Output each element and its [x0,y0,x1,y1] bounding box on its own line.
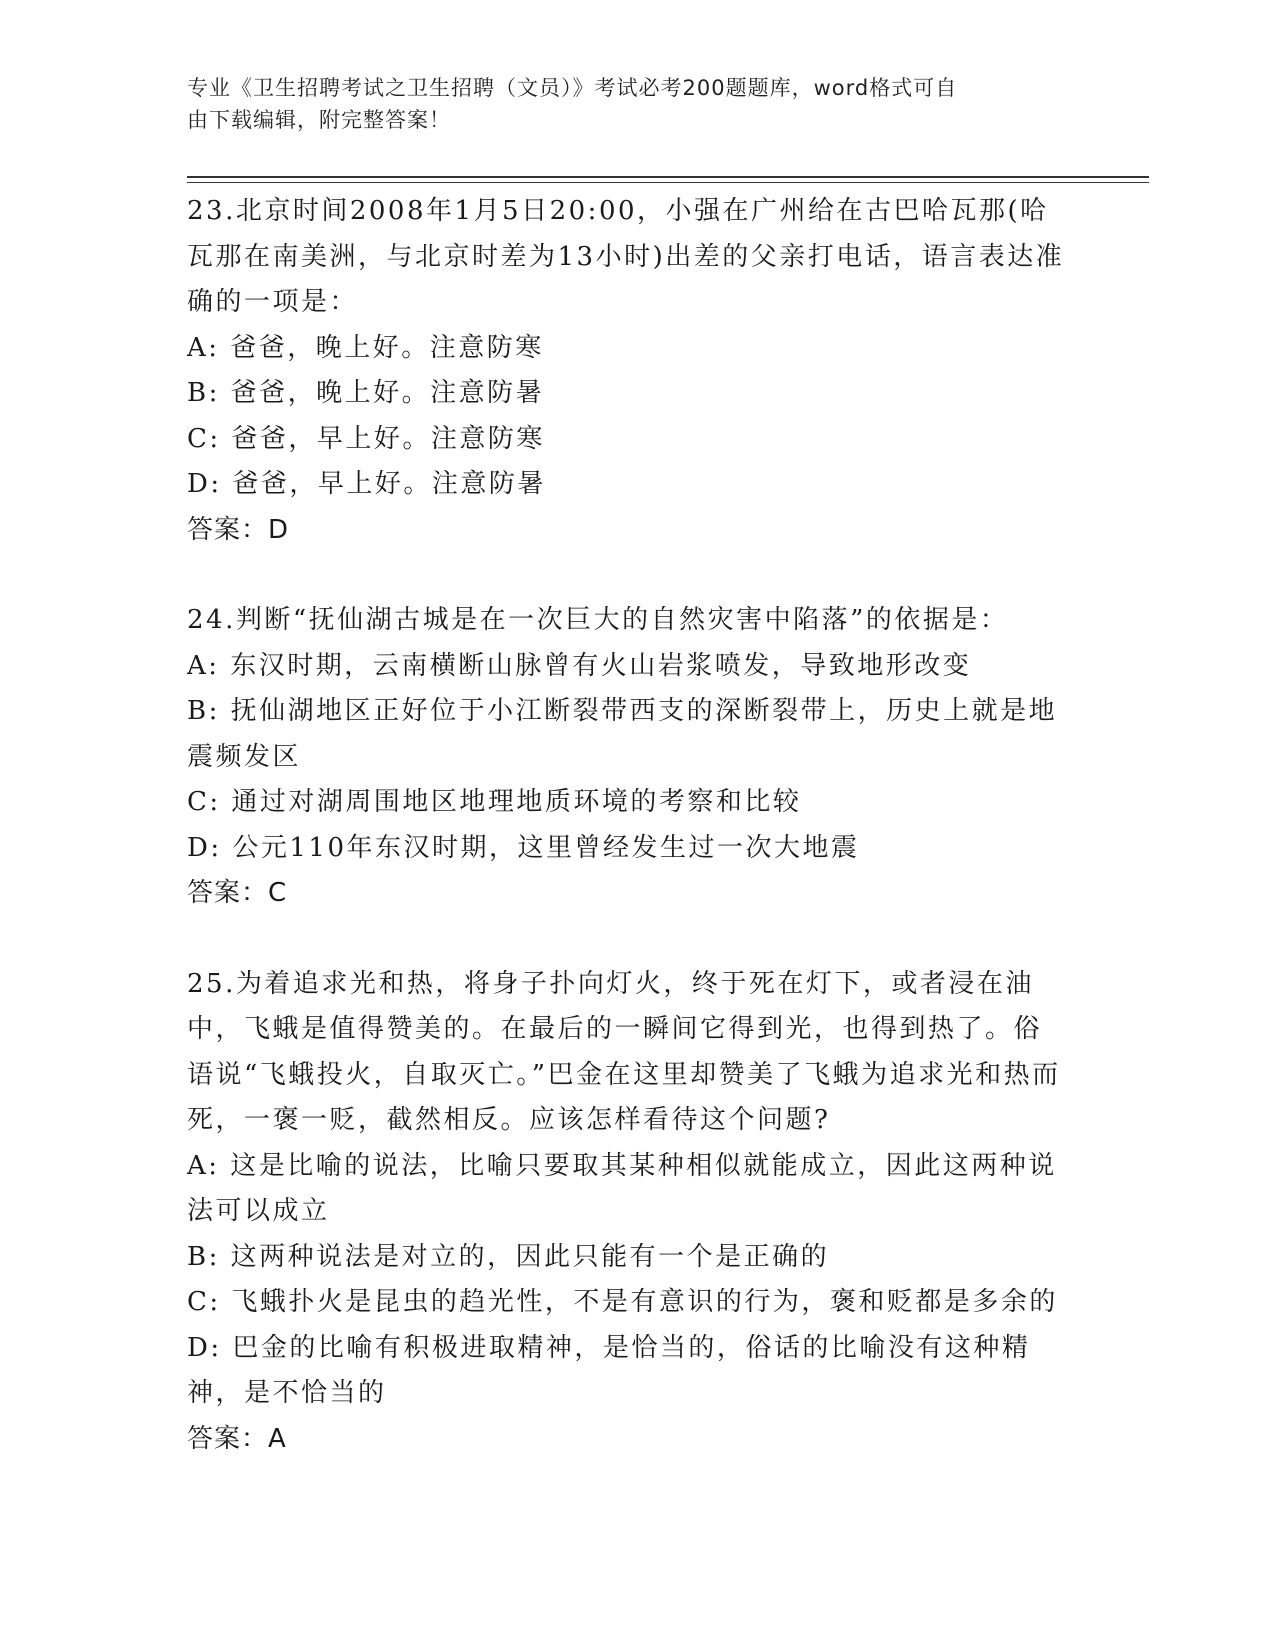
spacer [187,917,1067,962]
question-25 [187,962,1067,1463]
spacer [187,553,1067,598]
option-d: D: 巴金的比喻有积极进取精神，是恰当的，俗话的比喻没有这种精神，是不恰当的 [187,1332,1031,1408]
option-c: C: 爸爸，早上好。注意防寒 [187,423,545,454]
header-line-2: 由下载编辑，附完整答案！ [187,108,451,132]
question-23 [187,189,1067,553]
option-a: A: 东汉时期，云南横断山脉曾有火山岩浆喷发，导致地形改变 [187,650,972,681]
option-d: D: 爸爸，早上好。注意防暑 [187,469,546,499]
question-text: 23.北京时间2008年1月5日20:00，小强在广州给在古巴哈瓦那(哈瓦那在南美洲，与北京时差为13小时)出差的父亲打电话，语言表达准确的一项是： [187,196,1065,317]
header-divider-thin [187,182,1149,183]
answer-label: 答案：C [187,878,288,908]
question-list [187,189,1067,1462]
option-a: A: 爸爸，晚上好。注意防寒 [187,332,544,363]
option-b: B: 抚仙湖地区正好位于小江断裂带西支的深断裂带上，历史上就是地震频发区 [187,696,1058,772]
answer-label: 答案：A [187,1423,287,1454]
option-b: B: 爸爸，晚上好。注意防暑 [187,378,545,408]
option-c: C: 通过对湖周围地区地理地质环境的考察和比较 [187,787,802,817]
option-d: D: 公元110年东汉时期，这里曾经发生过一次大地震 [187,832,860,863]
question-text: 25.为着追求光和热，将身子扑向灯火，终于死在灯下，或者浸在油中，飞蛾是值得赞美的。在最后的一瞬间它得到光，也得到热了。俗语说“飞蛾投火，自取灭亡。”巴金在这里却赞美了飞蛾为追求光和热而死，一褒一贬，截然相反。应该怎样看待这个问题? [187,968,1061,1135]
page-header [187,72,1067,136]
option-c: C: 飞蛾扑火是昆虫的趋光性，不是有意识的行为，褒和贬都是多余的 [187,1287,1058,1317]
option-a: A: 这是比喻的说法，比喻只要取其某种相似就能成立，因此这两种说法可以成立 [187,1150,1057,1226]
answer-label: 答案：D [187,514,290,545]
header-divider-thick [187,176,1149,178]
question-24 [187,598,1067,917]
question-text: 24.判断“抚仙湖古城是在一次巨大的自然灾害中陷落”的依据是： [187,605,1009,635]
option-b: B: 这两种说法是对立的，因此只能有一个是正确的 [187,1241,830,1272]
header-line-1: 专业《卫生招聘考试之卫生招聘（文员）》考试必考200题题库，word格式可自 [187,76,958,100]
